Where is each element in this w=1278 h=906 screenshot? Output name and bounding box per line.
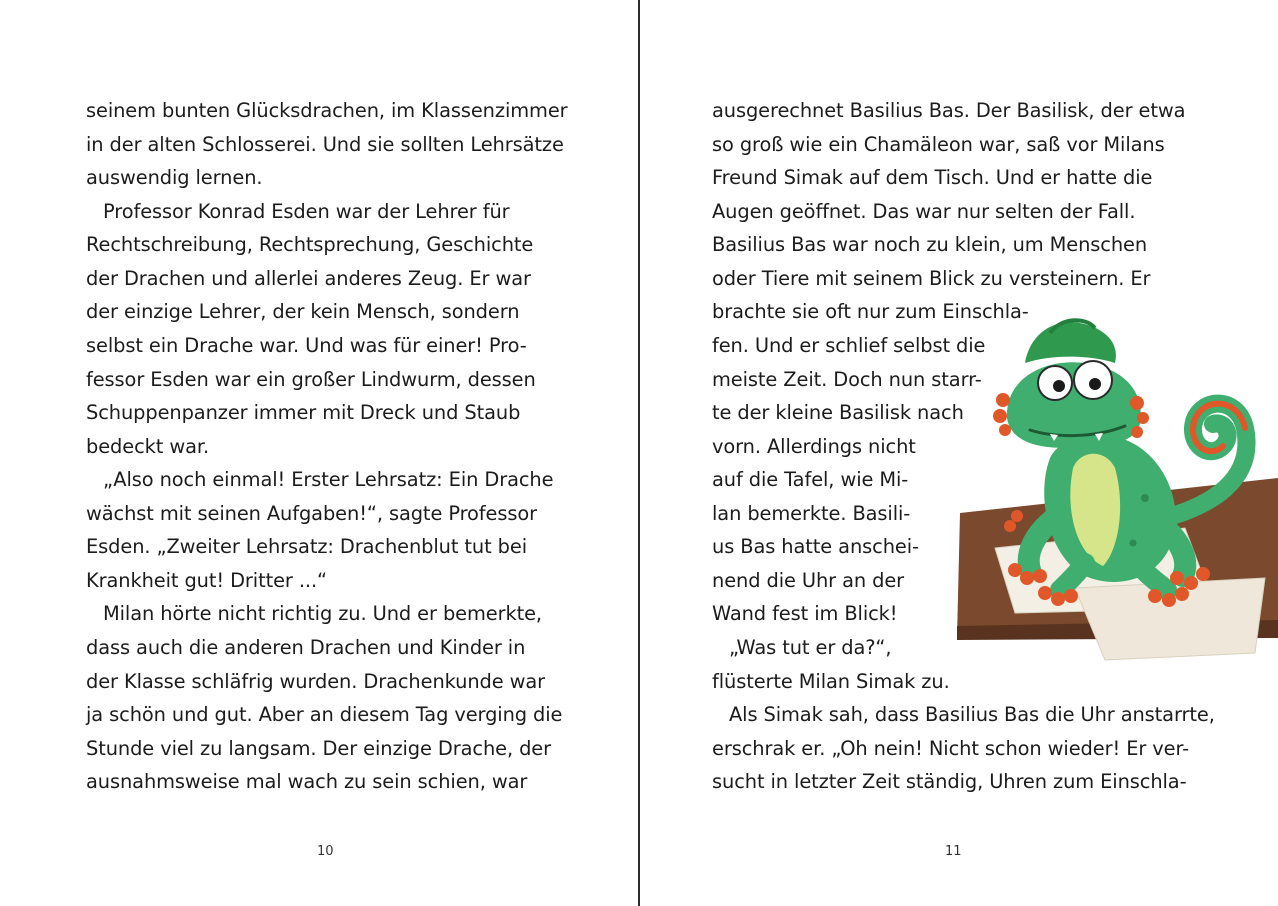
text-line: Basilius Bas war noch zu klein, um Menschen bbox=[712, 233, 1148, 256]
text-line: vorn. Allerdings nicht bbox=[712, 435, 916, 458]
text-line: Stunde viel zu langsam. Der einzige Drache, der bbox=[86, 737, 552, 760]
text-line: der Drachen und allerlei anderes Zeug. Er war bbox=[86, 267, 531, 290]
text-line: Wand fest im Blick! bbox=[712, 602, 898, 625]
text-line: fessor Esden war ein großer Lindwurm, dessen bbox=[86, 368, 536, 391]
text-line: auf die Tafel, wie Mi- bbox=[712, 468, 909, 491]
text-line: wächst mit seinen Aufgaben!“, sagte Professor bbox=[86, 502, 537, 525]
text-line: Professor Konrad Esden war der Lehrer für bbox=[103, 200, 510, 223]
text-line: der Klasse schläfrig wurden. Drachenkunde war bbox=[86, 670, 546, 693]
text-line: Krankheit gut! Dritter ...“ bbox=[86, 569, 327, 592]
page-number: 10 bbox=[317, 844, 334, 859]
left-page bbox=[0, 0, 638, 906]
text-line: ausnahmsweise mal wach zu sein schien, war bbox=[86, 770, 528, 793]
text-line: Milan hörte nicht richtig zu. Und er bemerkte, bbox=[103, 602, 542, 625]
text-line: bedeckt war. bbox=[86, 435, 210, 458]
text-line: sucht in letzter Zeit ständig, Uhren zum Einschla- bbox=[712, 770, 1187, 793]
text-line: selbst ein Drache war. Und was für einer! Pro- bbox=[86, 334, 527, 357]
text-line: te der kleine Basilisk nach bbox=[712, 401, 964, 424]
basilisk-illustration bbox=[955, 308, 1278, 670]
text-line: fen. Und er schlief selbst die bbox=[712, 334, 986, 357]
text-line: meiste Zeit. Doch nun starr- bbox=[712, 368, 982, 391]
text-line: in der alten Schlosserei. Und sie sollten Lehrsätze bbox=[86, 133, 564, 156]
text-line: oder Tiere mit seinem Blick zu versteinern. Er bbox=[712, 267, 1151, 290]
text-line: Schuppenpanzer immer mit Dreck und Staub bbox=[86, 401, 521, 424]
text-line: „Also noch einmal! Erster Lehrsatz: Ein Drache bbox=[103, 468, 554, 491]
text-line: Esden. „Zweiter Lehrsatz: Drachenblut tut bei bbox=[86, 535, 527, 558]
text-line: lan bemerkte. Basili- bbox=[712, 502, 911, 525]
text-line: us Bas hatte anschei- bbox=[712, 535, 919, 558]
text-line: auswendig lernen. bbox=[86, 166, 263, 189]
text-line: ausgerechnet Basilius Bas. Der Basilisk, der etwa bbox=[712, 99, 1186, 122]
page-number: 11 bbox=[945, 844, 962, 859]
text-line: Als Simak sah, dass Basilius Bas die Uhr anstarrte, bbox=[729, 703, 1215, 726]
text-line: brachte sie oft nur zum Einschla- bbox=[712, 300, 1029, 323]
text-line: dass auch die anderen Drachen und Kinder in bbox=[86, 636, 526, 659]
text-line: „Was tut er da?“, bbox=[729, 636, 892, 659]
text-line: erschrak er. „Oh nein! Nicht schon wieder! Er ver- bbox=[712, 737, 1190, 760]
text-line: Rechtschreibung, Rechtsprechung, Geschichte bbox=[86, 233, 534, 256]
text-line: Augen geöffnet. Das war nur selten der Fall. bbox=[712, 200, 1136, 223]
text-line: seinem bunten Glücksdrachen, im Klassenzimmer bbox=[86, 99, 568, 122]
basilisk-crest bbox=[1025, 322, 1116, 363]
text-line: flüsterte Milan Simak zu. bbox=[712, 670, 950, 693]
text-line: so groß wie ein Chamäleon war, saß vor Milans bbox=[712, 133, 1165, 156]
text-line: der einzige Lehrer, der kein Mensch, sondern bbox=[86, 300, 520, 323]
text-line: ja schön und gut. Aber an diesem Tag verging die bbox=[86, 703, 563, 726]
text-line: Freund Simak auf dem Tisch. Und er hatte die bbox=[712, 166, 1153, 189]
text-line: nend die Uhr an der bbox=[712, 569, 905, 592]
